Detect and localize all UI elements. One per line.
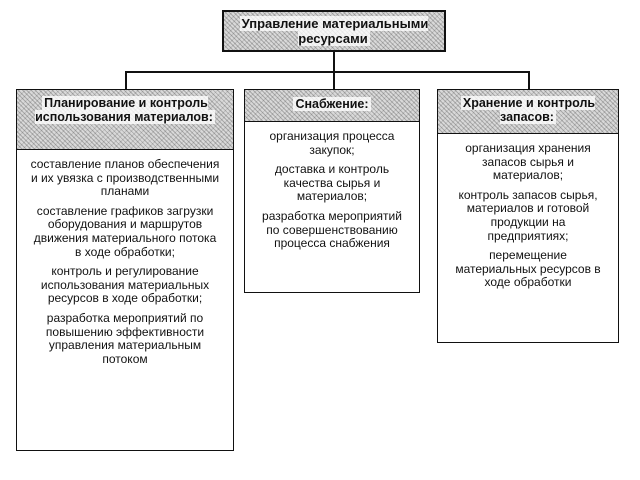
storage-items xyxy=(438,142,618,296)
storage-header-text: Хранение и контроль запасов: xyxy=(462,96,596,124)
list-item: составление планов обеспечения и их увязка с производственными планами xyxy=(30,157,220,199)
connector-trunk xyxy=(333,52,335,72)
storage-box xyxy=(437,89,619,343)
top-box-title: Управление материальными ресурсами xyxy=(241,16,429,46)
planning-header-text: Планирование и контроль использования материалов: xyxy=(35,96,213,124)
planning-items xyxy=(17,158,233,372)
list-item: контроль запасов сырья, материалов и готовой продукции на предприятиях; xyxy=(458,187,598,243)
list-item: разработка мероприятий по совершенствованию процесса снабжения xyxy=(262,208,402,251)
connector-left xyxy=(125,71,127,89)
planning-box xyxy=(16,89,234,451)
list-item: доставка и контроль качества сырья и материалов; xyxy=(274,162,390,204)
planning-header xyxy=(17,90,233,150)
list-item: перемещение материальных ресурсов в ходе обработки xyxy=(455,248,601,290)
supply-header-text: Снабжение: xyxy=(295,97,369,111)
connector-bar xyxy=(125,71,529,73)
list-item: организация процесса закупок; xyxy=(269,129,395,157)
supply-items xyxy=(245,130,419,257)
storage-header xyxy=(438,90,618,134)
list-item: составление графиков загрузки оборудования и маршрутов движения материального потока в ходе обработки; xyxy=(33,203,217,259)
list-item: контроль и регулирование использования материальных ресурсов в ходе обработки; xyxy=(40,264,210,306)
list-item: разработка мероприятий по повышению эффективности управления материальным потоком xyxy=(45,310,205,366)
supply-header xyxy=(245,90,419,122)
connector-middle xyxy=(333,71,335,89)
connector-right xyxy=(528,71,530,89)
supply-box xyxy=(244,89,420,293)
top-box xyxy=(222,10,446,52)
list-item: организация хранения запасов сырья и материалов; xyxy=(465,141,591,183)
